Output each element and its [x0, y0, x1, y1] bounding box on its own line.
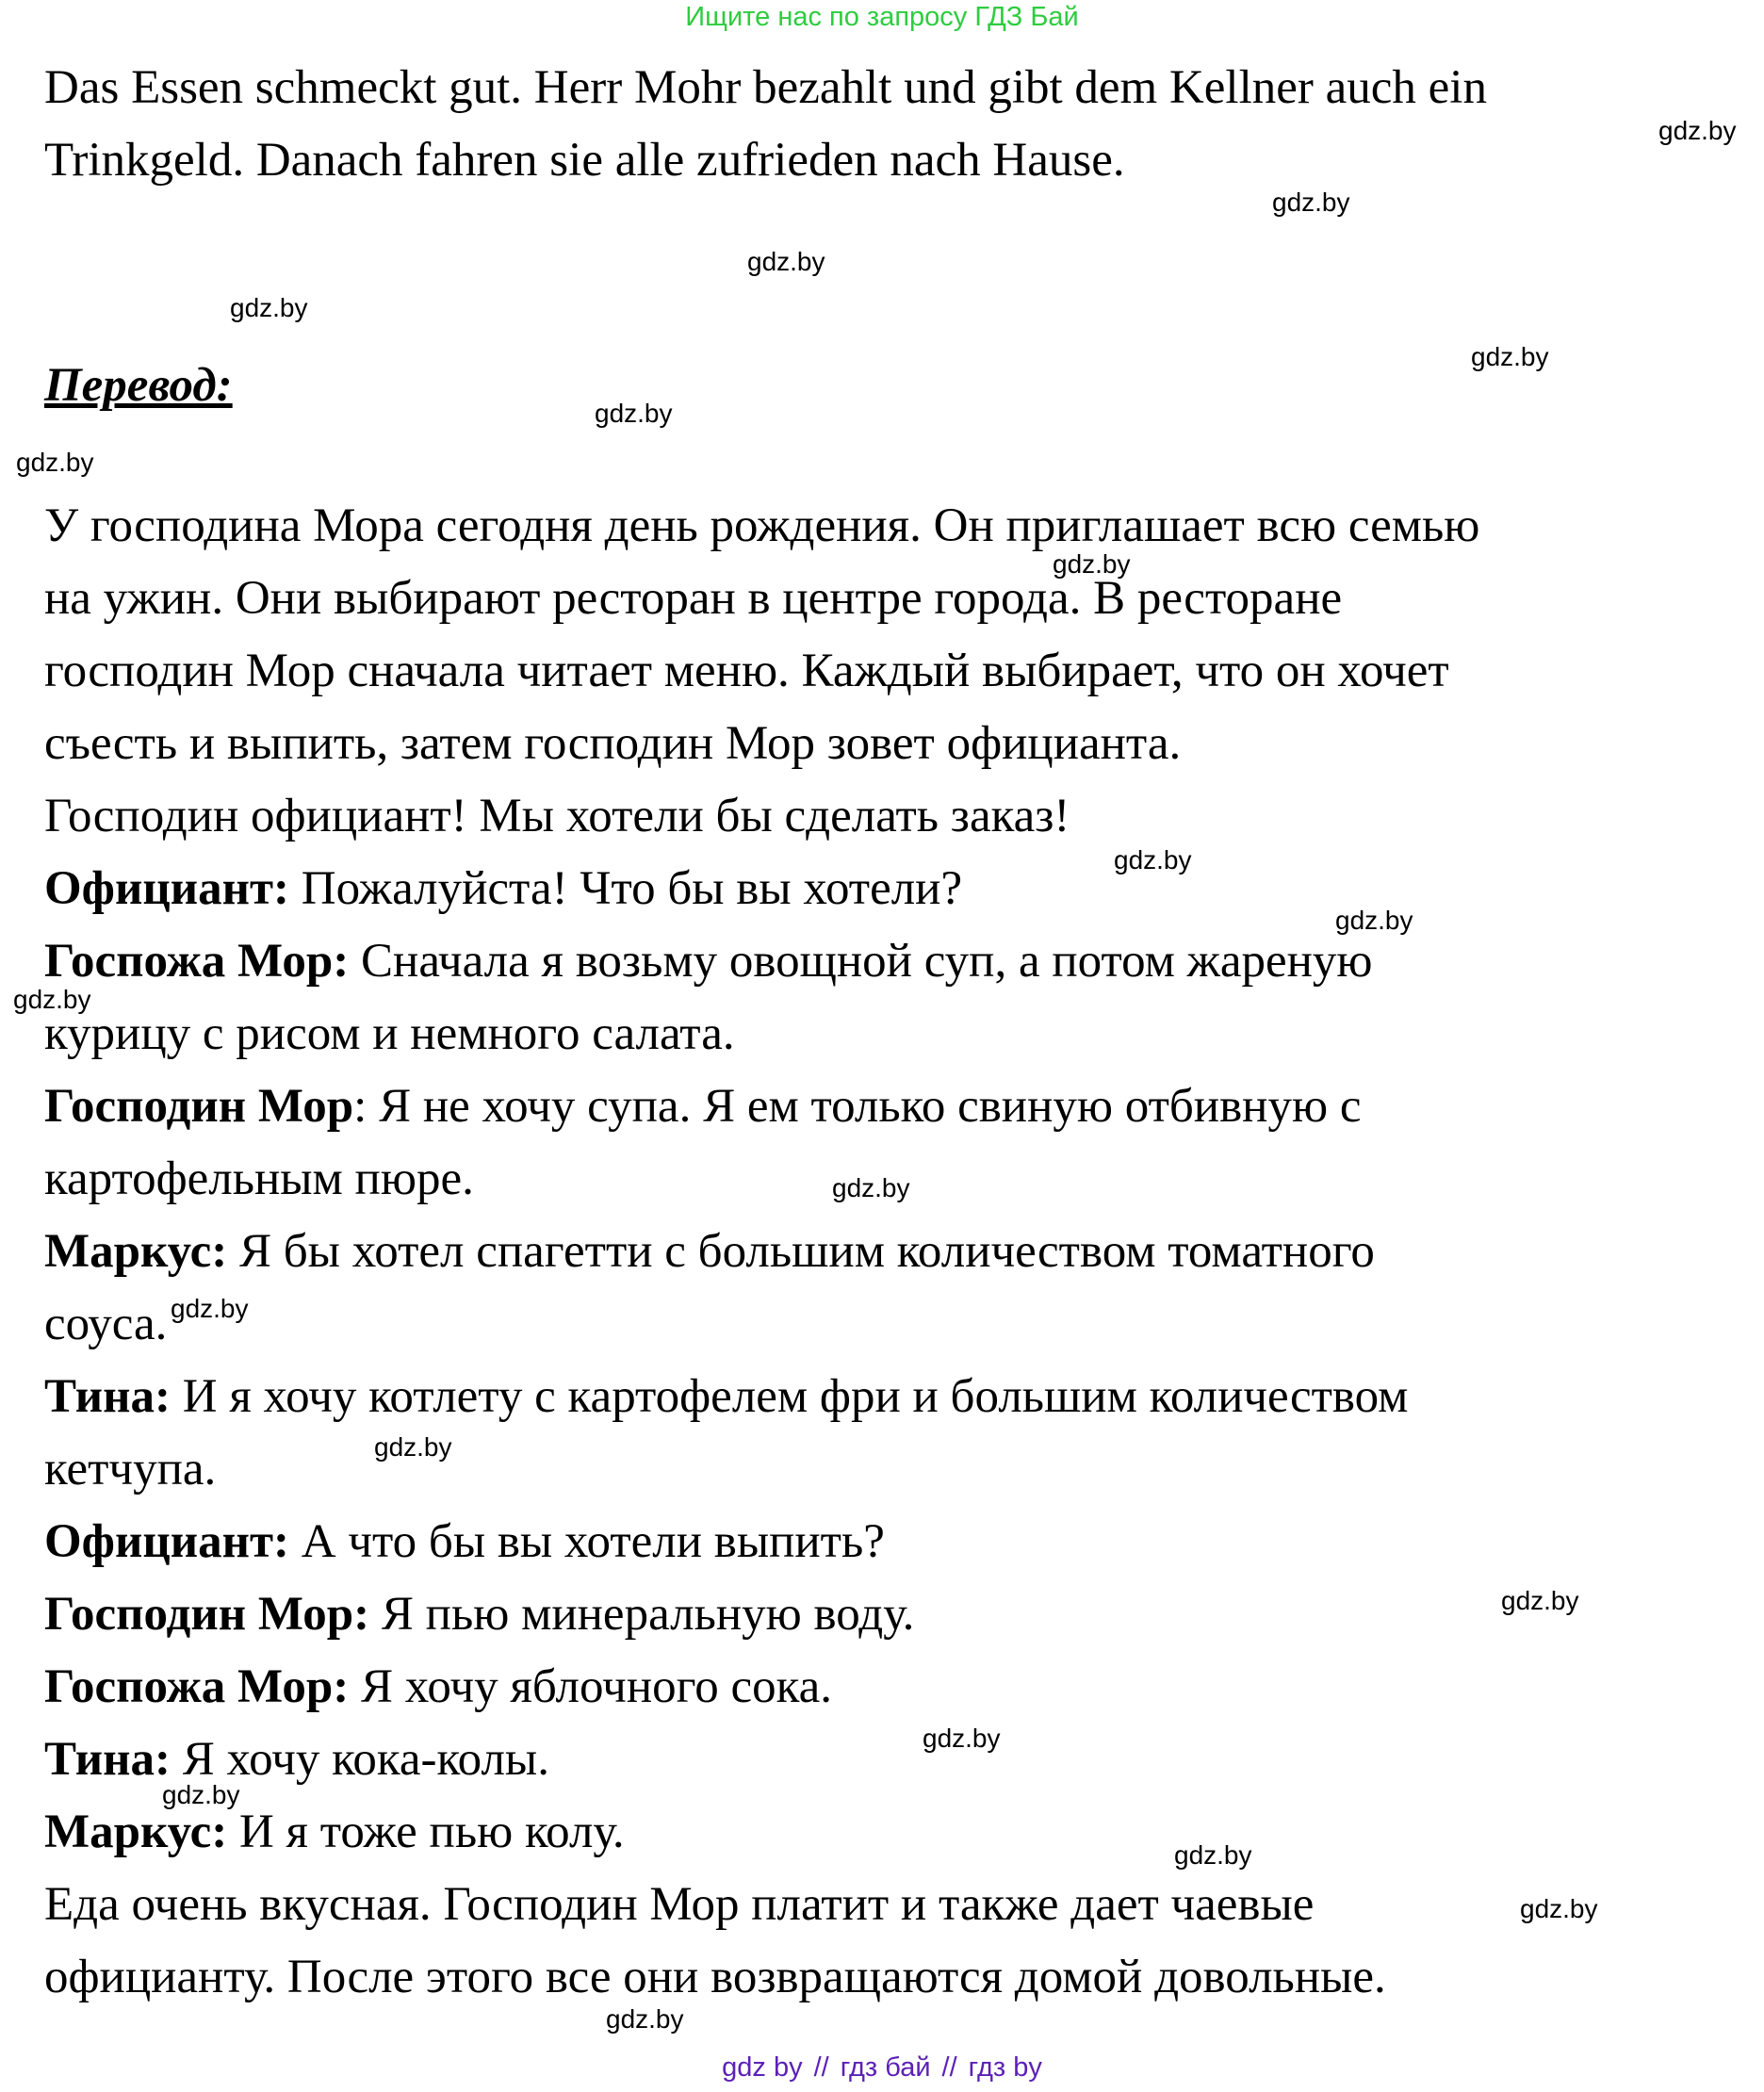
speaker: Маркус: [44, 1225, 228, 1278]
footer-separator: // [813, 2052, 829, 2083]
dialogue-line [44, 853, 1731, 925]
watermark: gdz.by [1114, 845, 1192, 874]
dialogue-line [44, 1578, 1731, 1651]
watermark: gdz.by [1272, 188, 1350, 217]
watermark: gdz.by [1174, 1840, 1252, 1870]
dialogue-line [44, 1724, 1731, 1796]
footer-link-gdz-by[interactable]: gdz by [722, 2052, 803, 2083]
watermark: gdz.by [595, 399, 673, 428]
footer-links [0, 2051, 1764, 2084]
watermark: gdz.by [747, 247, 825, 276]
dialogue-continuation: кетчупа. [44, 1443, 217, 1495]
dialogue-line [44, 1796, 1731, 1869]
watermark: gdz.by [162, 1780, 240, 1809]
german-line-2: Trinkgeld. Danach fahren sie alle zufrieden nach Hause. [44, 134, 1125, 187]
translation-heading: Перевод: [44, 359, 233, 412]
speaker: Господин Мор [44, 1080, 354, 1133]
paragraph-line-5: Господин официант! Мы хотели бы сделать заказ! [44, 790, 1070, 842]
dialogue-line [44, 925, 1731, 998]
closing-line-2: официанту. После этого все они возвращаются домой довольные. [44, 1951, 1386, 2003]
paragraph-line-1: У господина Мора сегодня день рождения. Он приглашает всю семью [44, 499, 1480, 552]
speaker: Тина: [44, 1733, 171, 1786]
closing-line-1: Еда очень вкусная. Господин Мор платит и также дает чаевые [44, 1878, 1315, 1931]
dialogue-line [44, 1361, 1731, 1433]
paragraph-line-4: съесть и выпить, затем господин Мор зовет официанта. [44, 717, 1182, 770]
utterance: Я хочу кока-колы. [171, 1733, 549, 1786]
watermark: gdz.by [374, 1432, 452, 1462]
dialogue-line [44, 1651, 1731, 1724]
speaker: Тина: [44, 1370, 171, 1423]
watermark: gdz.by [923, 1724, 1001, 1753]
speaker: Госпожа Мор: [44, 1660, 350, 1713]
dialogue-line [44, 1216, 1731, 1288]
watermark: gdz.by [1335, 906, 1413, 935]
utterance: Я пью минеральную воду. [369, 1588, 915, 1641]
watermark: gdz.by [171, 1294, 249, 1323]
utterance: И я тоже пью колу. [227, 1806, 625, 1858]
dialogue-continuation: курицу с рисом и немного салата. [44, 1007, 735, 1060]
speaker: Госпожа Мор: [44, 935, 350, 988]
footer-link-gdz-bai[interactable]: гдз бай [840, 2052, 931, 2083]
watermark: gdz.by [13, 985, 91, 1014]
dialogue-continuation: соуса. [44, 1298, 168, 1350]
dialogue-continuation: картофельным пюре. [44, 1152, 474, 1205]
watermark: gdz.by [230, 293, 308, 322]
footer-link-gdz-by-ru[interactable]: гдз by [968, 2052, 1042, 2083]
utterance: Я хочу яблочного сока. [349, 1660, 833, 1713]
footer-separator: // [941, 2052, 957, 2083]
utterance: Я бы хотел спагетти с большим количеством томатного [227, 1225, 1375, 1278]
speaker: Маркус: [44, 1806, 228, 1858]
dialogue-line [44, 1071, 1731, 1143]
watermark: gdz.by [1471, 342, 1549, 371]
paragraph-line-2: на ужин. Они выбирают ресторан в центре города. В ресторане [44, 572, 1343, 625]
speaker: Официант: [44, 1515, 290, 1568]
watermark: gdz.by [1658, 116, 1737, 145]
watermark: gdz.by [832, 1173, 910, 1202]
speaker: Официант: [44, 862, 290, 915]
watermark: gdz.by [1520, 1894, 1598, 1923]
paragraph-line-3: господин Мор сначала читает меню. Каждый выбирает, что он хочет [44, 645, 1449, 697]
speaker: Господин Мор: [44, 1588, 370, 1641]
utterance: Сначала я возьму овощной суп, а потом жареную [349, 935, 1373, 988]
top-banner: Ищите нас по запросу ГДЗ Бай [685, 2, 1079, 32]
utterance: И я хочу котлету с картофелем фри и большим количеством [171, 1370, 1409, 1423]
utterance: А что бы вы хотели выпить? [289, 1515, 885, 1568]
dialogue-line [44, 1506, 1731, 1578]
watermark: gdz.by [1053, 549, 1131, 579]
watermark: gdz.by [1501, 1586, 1579, 1615]
watermark: gdz.by [16, 448, 94, 477]
utterance: Пожалуйста! Что бы вы хотели? [289, 862, 963, 915]
utterance: : Я не хочу супа. Я ем только свиную отбивную с [353, 1080, 1362, 1133]
german-line-1: Das Essen schmeckt gut. Herr Mohr bezahlt und gibt dem Kellner auch ein [44, 61, 1487, 114]
watermark: gdz.by [606, 2004, 684, 2034]
